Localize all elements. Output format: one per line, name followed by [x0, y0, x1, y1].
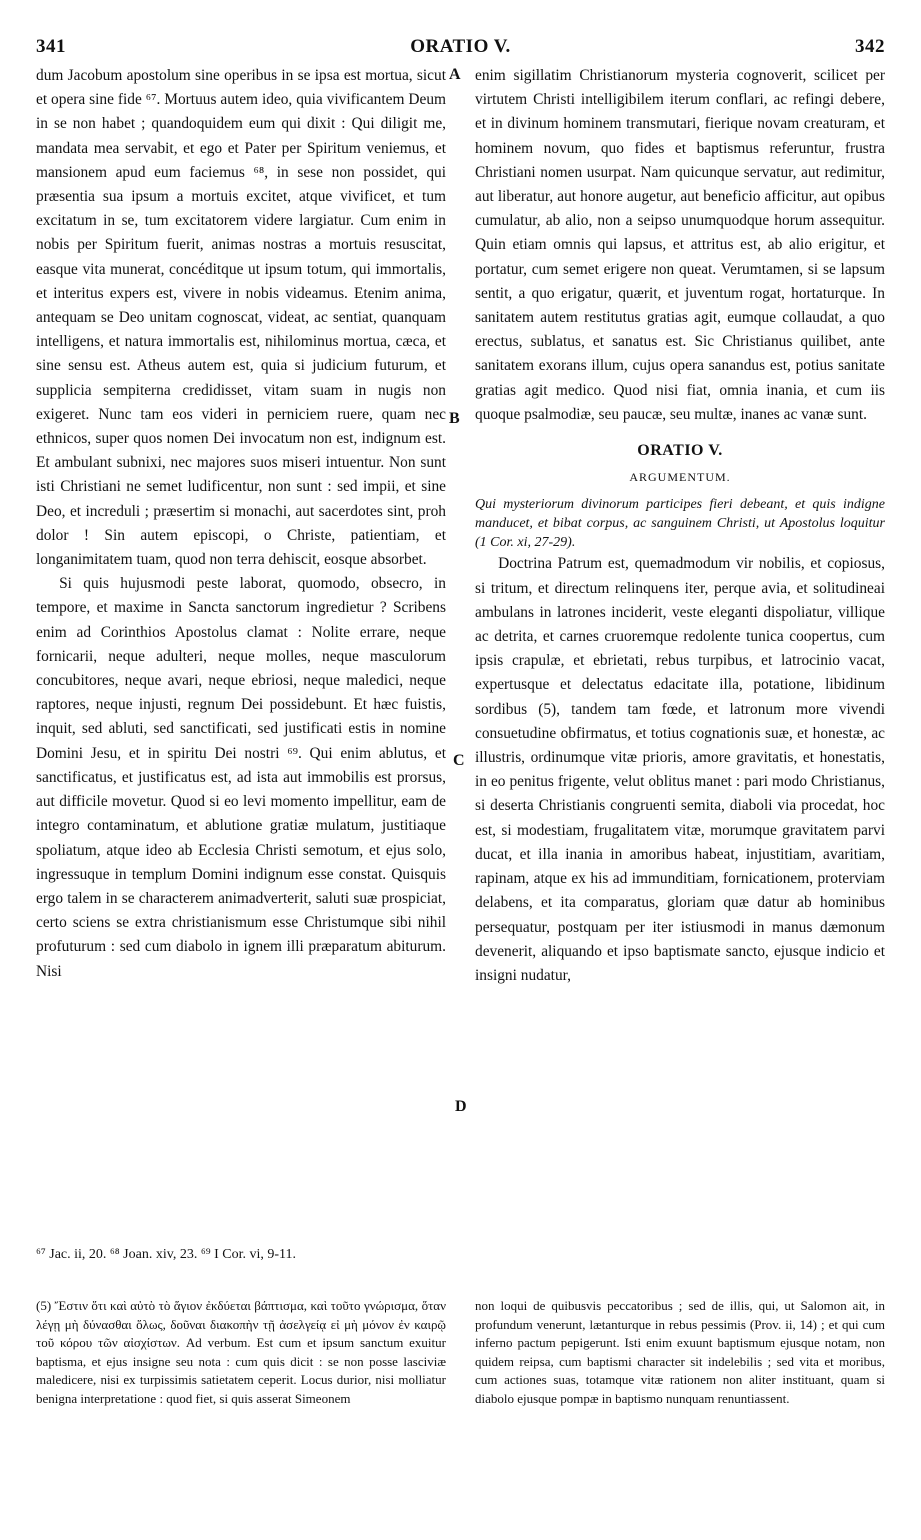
margin-letter-a: A [449, 66, 461, 83]
left-paragraph-1: dum Jacobum apostolum sine operibus in se ipsa est mortua, sicut et opera sine fide ⁶⁷. Mortuus autem ideo, quia vivificantem Deum in se non habet ; quandoquidem eum qui dixit : Qui diligit me, mandata mea servabit, et ego et Pater per Spiritum veniemus, et mansionem apud eum faciemus ⁶⁸, in sese non possidet, qui præsentia sua ipsum a mortuis excitet, atque vivificet, et tum excitatum in se, tum excitatorem videre largiatur. Cum enim in nobis per Spiritum fuerit, animas nostras a mortuis resuscitat, easque vita munerat, concéditque ut ipsum totum, qui immortalis, et interitus expers est, vivere in nobis videamus. Etenim anima, antequam se Deo unitam cognoscat, videat, ac sentiat, quanquam intelligens, et natura immortalis est, nihilominus mortua, cæca, et sine sensu est. Atheus autem est, quia si judicium futurum, et supplicia sempiterna credidisset, vitam suam in nugis non exigeret. Nunc tam eos videri in perniciem ruere, quam nec ethnicos, super quos nomen Dei invocatum non est, indignum est. Et ambulant subnixi, nec majores suos miseri intuentur. Non sunt isti Christiani ne semet ludificentur, non sunt : sed impii, et sine Deo, et increduli ; præsertim si monachi, aut sacerdotes sint, proh dolor ! Sin autem episcopi, o Christe, patientiam, et longanimitatem tuam, quod non terra dehiscit, eosque absorbet. [36, 67, 446, 569]
page-number-left: 341 [36, 36, 66, 57]
footnote-left [36, 1297, 446, 1408]
left-column [36, 64, 446, 984]
left-paragraph-2: Si quis hujusmodi peste laborat, quomodo, obsecro, in tempore, et maxime in Sancta sanctorum ingredietur ? Scribens enim ad Corinthios Apostolus clamat : Nolite errare, neque fornicarii, neque adulteri, neque molles, neque masculorum concubitores, neque avari, neque ebriosi, neque maledici, neque raptores, neque injusti, regnum Dei possidebunt. Et hæc fuistis, inquit, sed abluti, sed sanctificati, sed justificati estis in nomine Domini Jesu, et in spiritu Dei nostri ⁶⁹. Qui enim ablutus, et sanctificatus, et justificatus est, ad ista aut immobilis est prorsus, aut difficile movetur. Quod si eo levi momento impellitur, eam de integro contaminatum, et ablutione gratiæ mulatum, justitiaque spoliatum, atque ideo ab Ecclesia Christi semotum, et ejus solo, ingressuque in templum Domini indignum esse constat. Quisquis ergo talem in se characterem animadverterit, saluti suæ prospiciat, certo sciens se extra christianismum esse Christumque sibi nihil profuturum : sed cum diabolo in ignem illi præparatum abiturum. Nisi [36, 575, 446, 980]
scripture-references: ⁶⁷ Jac. ii, 20. ⁶⁸ Joan. xiv, 23. ⁶⁹ I Cor. vi, 9-11. [36, 1247, 297, 1262]
margin-letter-c: C [453, 752, 465, 769]
footnote-left-text: (5) Ἔστιν ὅτι καὶ αὐτὸ τὸ ἅγιον ἐκδύεται βάπτισμα, καὶ τοῦτο γνώρισμα, ὅταν λέγῃ μὴ δύνασθαι ὅλως, δοῦναι διακοπὴν τῇ ἀσελγείᾳ εἰ μὴ μόνον ἐν καιρῷ τοῦ κόρου τῶν αἰσχίστων. Ad verbum. Est cum et ipsum sanctum exuitur baptisma, et ejus insigne seu nota : cum quis dicit : se non posse lasciviæ maledicere, nisi ex turpissimis satietatem ceperit. Locus durior, nisi molliatur benigna interpretatione : quod fiet, si quis asserat Simeonem [36, 1298, 446, 1406]
page-number-right: 342 [855, 36, 885, 57]
margin-letter-b: B [449, 410, 460, 427]
right-column [475, 64, 885, 988]
running-header [36, 36, 885, 62]
right-paragraph-1: enim sigillatim Christianorum mysteria cognoverit, scilicet per virtutem Christi intelligibilem iterum conflari, ac refingi debere, et in divinum hominem transmutari, fierique novam creaturam, et hominem novum, quo fides et baptismus referuntur, frustra Christiani nomen usurpat. Nam quicunque servatur, aut redimitur, aut liberatur, aut honore augetur, aut beneficio afficitur, aut opibus cumulatur, ab alio, non a seipso unumquodque horum assequitur. Quin etiam omnis qui lapsus, et attritus est, ab alio erigitur, et portatur, cum semet erigere non queat. Verumtamen, si se lapsum sentit, a quo erigatur, quærit, et juventum rogat, hortaturque. In sanitatem autem restitutus gratias agit, eumque collaudat, a quo erectus, sublatus, et sanatus est. Sic Christianus quilibet, ante sanitatem exorans illum, cujus opera sanandus est, potius sanitate gratias agit medico. Quod nisi fiat, omnia inania, et cum iis quoque psalmodiæ, seu paucæ, seu multæ, inanes ac vanæ sunt. [475, 67, 885, 423]
right-paragraph-2: Doctrina Patrum est, quemadmodum vir nobilis, et copiosus, si tritum, et directum relinquens iter, perque avia, et solitudineai ambulans in latrones inciderit, veste eleganti dispoliatur, villique ac detrita, et carnes cruoremque redolente tunica coopertus, cum ipsis crapulæ, et ebrietati, rebus turpibus, et latrocinio vacat, expertusque et delectatus edacitate illa, potatione, libidinum sordibus (5), tandem tam fœde, et latronum more vivendi consuetudine obfirmatus, et totius cognationis suæ, et honestæ, ac illustris, ordinumque vitæ prioris, amore gravitatis, et honestatis, in eo penitus frigente, velut oblitus manet : pari modo Christianus, si deserta Christianis congruenti semita, diaboli via procedat, hoc est, si modestiam, frugalitatem vitæ, morumque gravitatem parvi ducat, et illa inania in amoribus habeat, injustitiam, avaritiam, rapinam, atque ex his ad immunditiam, fornicationem, proterviam delabens, et ita comparatus, gloriam quæ datur ab hominibus persequatur, postquam per iter istiusmodi in manus dæmonum devenerit, aliquando et ipso baptismate sancto, ejusque indicio et insigni nudatur, [475, 555, 885, 984]
footnote-right-text: non loqui de quibusvis peccatoribus ; sed de illis, qui, ut Salomon ait, in profundum venerunt, lætanturque in rebus pessimis (Prov. ii, 14) ; et qui cum inferno pactum pepigerunt. Isti enim exuunt baptismum ejusque notam, non quidem reipsa, cum baptismi character sit indelebilis ; sed vita et moribus, cum actiones suas, totamque vitæ rationem non aliter instituant, quam si diabolo ejusque pompæ in baptismo nunquam renuntiassent. [475, 1298, 885, 1406]
argument-heading: ARGUMENTUM. [629, 470, 731, 485]
argument-text: Qui mysteriorum divinorum participes fieri debeant, et quis indigne manducet, et bibat corpus, ac sanguinem Christi, ut Apostolus loquitur (1 Cor. xi, 27-29). [475, 497, 885, 551]
section-title: ORATIO V. [637, 442, 723, 460]
running-title: ORATIO V. [410, 36, 511, 57]
footnote-right [475, 1297, 885, 1408]
margin-letter-d: D [455, 1098, 467, 1115]
